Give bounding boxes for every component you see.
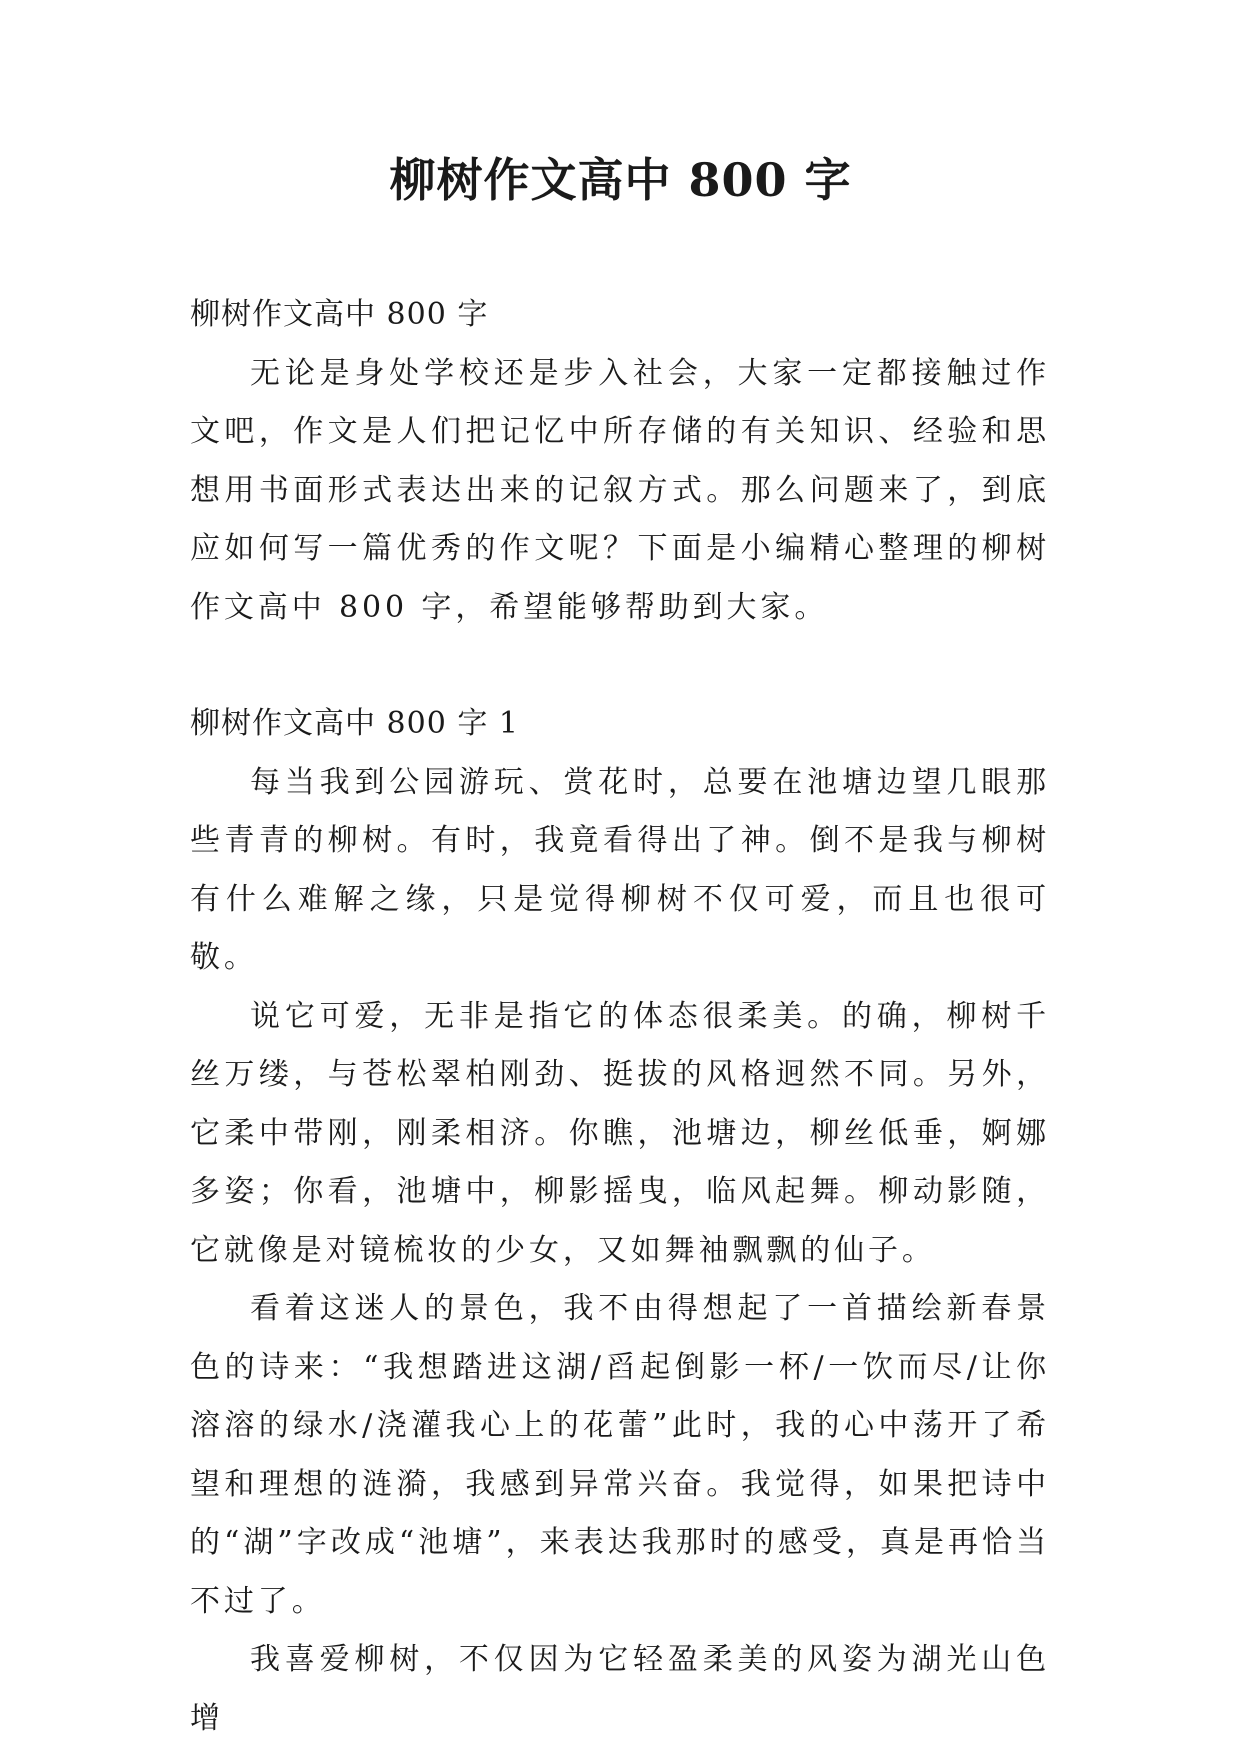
section-heading: 柳树作文高中 800 字 1: [190, 706, 519, 741]
section-heading: 柳树作文高中 800 字: [190, 297, 489, 332]
paragraph: 看着这迷人的景色，我不由得想起了一首描绘新春景色的诗来：“我想踏进这湖/舀起倒影一杯/一饮而尽/让你溶溶的绿水/浇灌我心上的花蕾”此时，我的心中荡开了希望和理想的涟漪，我感到异常兴奋。我觉得，如果把诗中的“湖”字改成“池塘”，来表达我那时的感受，真是再恰当不过了。: [190, 1291, 1050, 1619]
section-intro: [190, 286, 1050, 637]
paragraph: 每当我到公园游玩、赏花时，总要在池塘边望几眼那些青青的柳树。有时，我竟看得出了神。倒不是我与柳树有什么难解之缘，只是觉得柳树不仅可爱，而且也很可敬。: [190, 764, 1050, 975]
section-spacer: [190, 637, 1050, 695]
section-essay-1: [190, 695, 1050, 1748]
paragraph: 我喜爱柳树，不仅因为它轻盈柔美的风姿为湖光山色增: [190, 1642, 1050, 1736]
paragraph: 说它可爱，无非是指它的体态很柔美。的确，柳树千丝万缕，与苍松翠柏刚劲、挺拔的风格迥然不同。另外，它柔中带刚，刚柔相济。你瞧，池塘边，柳丝低垂，婀娜多姿；你看，池塘中，柳影摇曳，临风起舞。柳动影随，它就像是对镜梳妆的少女，又如舞袖飘飘的仙子。: [190, 998, 1050, 1268]
document-body: [190, 286, 1050, 1748]
paragraph: 无论是身处学校还是步入社会，大家一定都接触过作文吧，作文是人们把记忆中所存储的有关知识、经验和思想用书面形式表达出来的记叙方式。那么问题来了，到底应如何写一篇优秀的作文呢？下面是小编精心整理的柳树作文高中 800 字，希望能够帮助到大家。: [190, 355, 1050, 625]
document-title: 柳树作文高中 800 字: [389, 153, 852, 207]
